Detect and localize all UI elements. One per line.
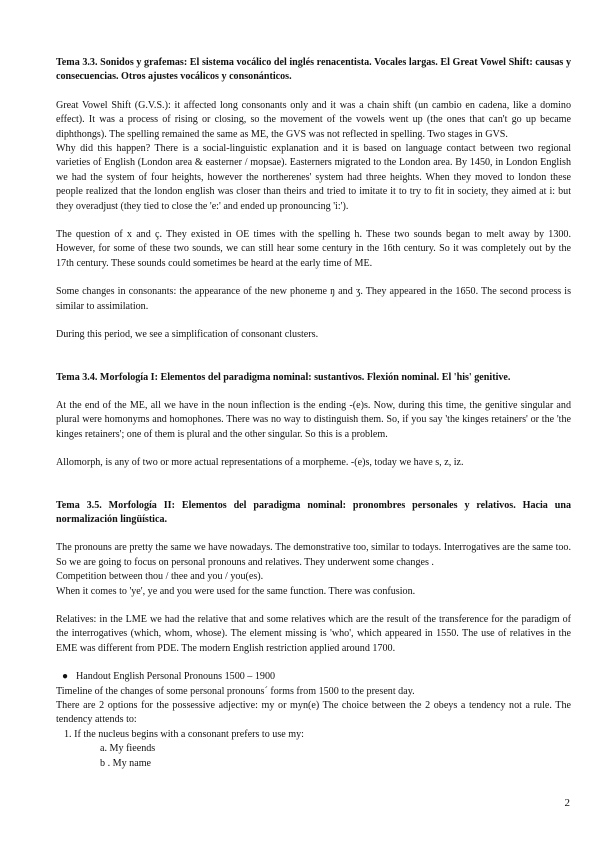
list-item: 1. If the nucleus begins with a consonant prefers to use my:	[64, 728, 304, 740]
bullet-dot-icon: ●	[62, 671, 69, 683]
section-heading-3-3: Tema 3.3. Sonidos y grafemas: El sistema vocálico del inglés renacentista. Vocales largas. El Great Vowel Shift: causas y consecuencias. Otros ajustes vocálicos y consonánticos.	[56, 57, 571, 83]
list-subitem: b . My name	[100, 757, 152, 769]
paragraph: Relatives: in the LME we had the relative that and some relatives which are the result of the transference for the paradigm of the interrogatives (which, whom, whose). The element missing is 'who', which appeared in 1550. The use of relatives in the EME was different from PDE. The modern English restriction applied around 1700.	[56, 613, 571, 654]
document-page	[56, 56, 571, 771]
page-number: 2	[564, 797, 570, 809]
paragraph: The pronouns are pretty the same we have nowadays. The demonstrative too, similar to todays. Interrogatives are the same too. So we are going to focus on personal pronouns and relatives. They underwent some changes .	[56, 542, 571, 568]
paragraph: There are 2 options for the possessive adjective: my or myn(e) The choice between the 2 obeys a tendency not a rule. The tendency attends to:	[56, 700, 571, 726]
paragraph: Great Vowel Shift (G.V.S.): it affected long consonants only and it was a chain shift (un cambio en cadena, like a domino effect). It was a process of rising or closing, so the movement of the vowels went up (the ones that can't go up became diphthongs). The spelling remained the same as ME, the GVS was not reflected in spelling. Two stages in GVS.	[56, 99, 571, 140]
paragraph: When it comes to 'ye', ye and you were used for the same function. There was confusion.	[56, 585, 416, 597]
paragraph: Some changes in consonants: the appearance of the new phoneme ŋ and ʒ. They appeared in the 1650. The second process is similar to assimilation.	[56, 286, 571, 312]
paragraph: During this period, we see a simplification of consonant clusters.	[56, 329, 319, 341]
paragraph: Competition between thou / thee and you / you(es).	[56, 571, 264, 583]
paragraph: At the end of the ME, all we have in the noun inflection is the ending -(e)s. Now, during this time, the genitive singular and plural were homonyms and homophones. There was no way to distinguish them. So, if you say 'the kinges retainers' or the 'the kinges retainers'; one of them is plural and the other singular. So this is a problem.	[56, 399, 571, 440]
paragraph: Why did this happen? There is a social-linguistic explanation and it is based on language contact between two regional varieties of English (London area & easterner / mopsae). Easterners migrated to the London area. By 1450, in London English we had the system of four heights, however the northerenes' system had three heights. When they moved to london these people realized that the london english was closer than theirs and tried to imitate it to try to fit in society, they aimed at i: but they overadjust (they tied to close the 'e:' and ended up pronouncing 'i:').	[56, 143, 571, 212]
bullet-item	[56, 670, 571, 684]
paragraph: Allomorph, is any of two or more actual representations of a morpheme. -(e)s, today we have s, z, iz.	[56, 457, 464, 469]
paragraph: Timeline of the changes of some personal pronouns´ forms from 1500 to the present day.	[56, 685, 415, 697]
list-subitem: a. My fieends	[100, 743, 156, 755]
bullet-text: Handout English Personal Pronouns 1500 – 1900	[76, 671, 276, 683]
section-heading-3-4: Tema 3.4. Morfología I: Elementos del paradigma nominal: sustantivos. Flexión nominal. El 'his' genitive.	[56, 371, 511, 383]
paragraph: The question of x and ç. They existed in OE times with the spelling h. These two sounds began to melt away by 1300. However, for some of these two sounds, we can still hear some century in the 16th century. So it was completely out by the 17th century. These sounds could sometimes be heard at the early time of ME.	[56, 229, 571, 269]
section-heading-3-5: Tema 3.5. Morfología II: Elementos del paradigma nominal: pronombres personales y relativos. Hacia una normalización lingüística.	[56, 499, 571, 525]
